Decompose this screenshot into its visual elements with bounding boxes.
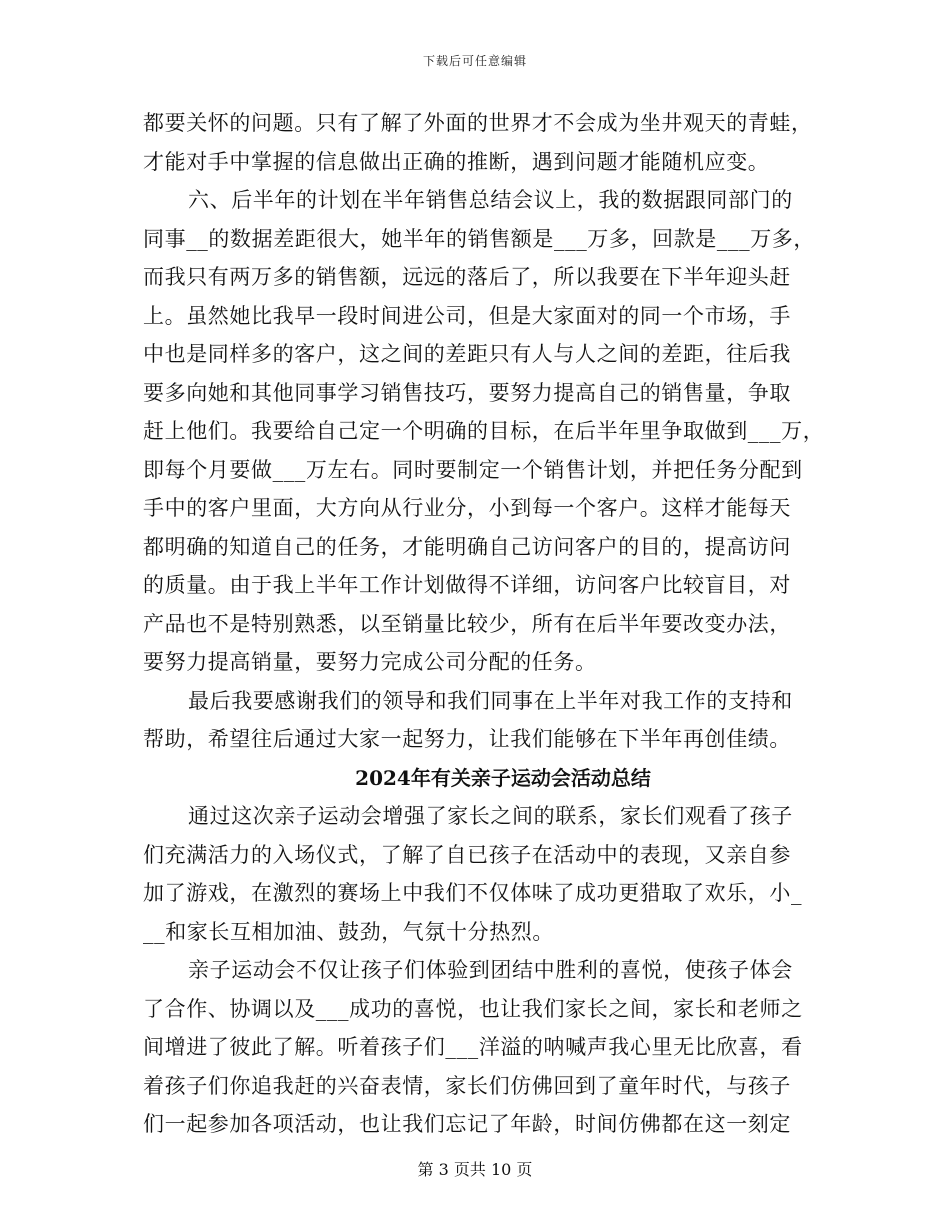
body-text-line: 了合作、协调以及___成功的喜悦，也让我们家长之间，家长和老师之 — [143, 996, 803, 1021]
body-text-line: 最后我要感谢我们的领导和我们同事在上半年对我工作的支持和 — [188, 688, 793, 713]
body-text-line: 们一起参加各项活动，也让我们忘记了年龄，时间仿佛都在这一刻定 — [143, 1112, 791, 1136]
body-text-line: 亲子运动会不仅让孩子们体验到团结中胜利的喜悦，使孩子体会 — [188, 958, 793, 982]
body-text-line: 上。虽然她比我早一段时间进公司，但是大家面对的同一个市场，手 — [143, 303, 791, 328]
body-text-line: 而我只有两万多的销售额，远远的落后了，所以我要在下半年迎头赶 — [143, 265, 791, 289]
body-text-line: 才能对手中掌握的信息做出正确的推断，遇到问题才能随机应变。 — [143, 149, 770, 174]
document-body — [143, 104, 823, 1144]
body-text-line: 同事__的数据差距很大，她半年的销售额是___万多，回款是___万多， — [143, 226, 815, 251]
body-text-line: __和家长互相加油、鼓劲，气氛十分热烈。 — [143, 919, 554, 944]
body-text-line: 即每个月要做___万左右。同时要制定一个销售计划，并把任务分配到 — [143, 457, 803, 482]
body-text-line: 要努力提高销量，要努力完成公司分配的任务。 — [143, 650, 597, 674]
body-text-line: 加了游戏，在激烈的赛场上中我们不仅体味了成功更猎取了欢乐，小_ — [143, 881, 803, 905]
body-text-line: 都要关怀的问题。只有了解了外面的世界才不会成为坐井观天的青蛙， — [143, 111, 813, 135]
body-text-line: 产品也不是特别熟悉，以至销量比较少，所有在后半年要改变办法， — [143, 611, 791, 636]
body-text-line: 间增进了彼此了解。听着孩子们___洋溢的呐喊声我心里无比欣喜，看 — [143, 1035, 803, 1059]
body-text-line: 的质量。由于我上半年工作计划做得不详细，访问客户比较盲目，对 — [143, 573, 791, 597]
body-text-line: 赶上他们。我要给自己定一个明确的目标，在后半年里争取做到___万， — [143, 419, 825, 443]
page-number-footer: 第 3 页共 10 页 — [417, 1160, 533, 1179]
body-text-line: 六、后半年的计划在半年销售总结会议上，我的数据跟同部门的 — [188, 188, 793, 212]
body-text-line: 帮助，希望往后通过大家一起努力，让我们能够在下半年再创佳绩。 — [143, 727, 791, 751]
body-text-line: 着孩子们你追我赶的兴奋表情，家长们仿佛回到了童年时代，与孩子 — [143, 1073, 791, 1098]
body-text-line: 中也是同样多的客户，这之间的差距只有人与人之间的差距，往后我 — [143, 342, 791, 366]
section-title: 2024年有关亲子运动会活动总结 — [355, 765, 651, 790]
body-text-line: 手中的客户里面，大方向从行业分，小到每一个客户。这样才能每天 — [143, 496, 791, 520]
body-text-line: 们充满活力的入场仪式，了解了自已孩子在活动中的表现，又亲自参 — [143, 842, 791, 867]
body-text-line: 都明确的知道自己的任务，才能明确自己访问客户的目的，提高访问 — [143, 534, 791, 559]
body-text-line: 要多向她和其他同事学习销售技巧，要努力提高自己的销售量，争取 — [143, 380, 791, 405]
body-text-line: 通过这次亲子运动会增强了家长之间的联系，家长们观看了孩子 — [188, 804, 793, 828]
page-header: 下载后可任意编辑 — [422, 54, 527, 68]
